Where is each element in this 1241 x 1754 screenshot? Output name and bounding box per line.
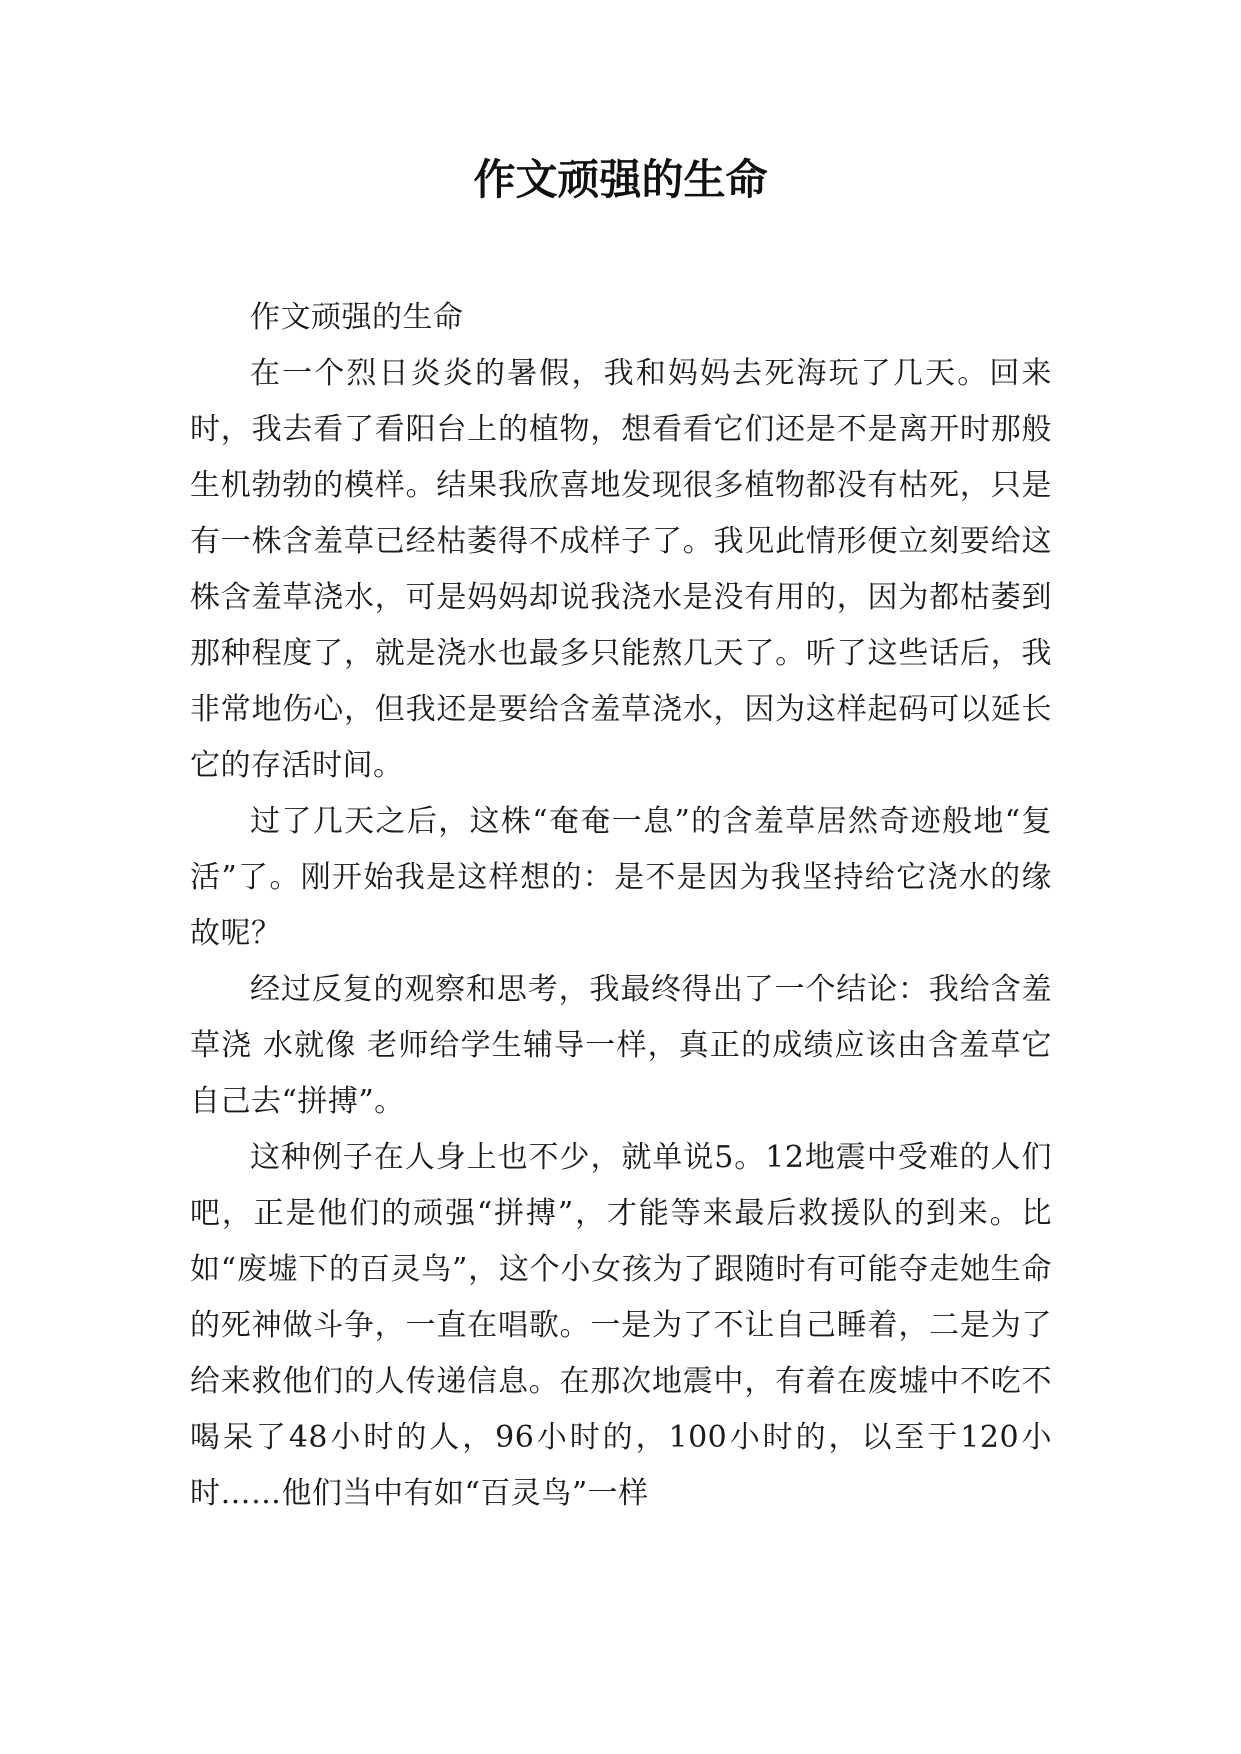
paragraph-subtitle: 作文顽强的生命 xyxy=(250,300,464,335)
paragraph: 经过反复的观察和思考，我最终得出了一个结论：我给含羞草浇 水就像 老师给学生辅导一样，真正的成绩应该由含羞草它自己去“拼搏”。 xyxy=(190,972,1052,1119)
document-body xyxy=(190,290,1052,1522)
paragraph: 在一个烈日炎炎的暑假，我和妈妈去死海玩了几天。回来时，我去看了看阳台上的植物，想看看它们还是不是离开时那般生机勃勃的模样。结果我欣喜地发现很多植物都没有枯死，只是有一株含羞草已经枯萎得不成样子了。我见此情形便立刻要给这株含羞草浇水，可是妈妈却说我浇水是没有用的，因为都枯萎到那种程度了，就是浇水也最多只能熬几天了。听了这些话后，我非常地伤心，但我还是要给含羞草浇水，因为这样起码可以延长它的存活时间。 xyxy=(190,356,1052,783)
paragraph: 这种例子在人身上也不少，就单说5。12地震中受难的人们吧，正是他们的顽强“拼搏”，才能等来最后救援队的到来。比如“废墟下的百灵鸟”，这个小女孩为了跟随时有可能夺走她生命的死神做斗争，一直在唱歌。一是为了不让自己睡着，二是为了给来救他们的人传递信息。在那次地震中，有着在废墟中不吃不喝呆了48小时的人，96小时的，100小时的，以至于120小时……他们当中有如“百灵鸟”一样 xyxy=(190,1140,1052,1511)
document-title: 作文顽强的生命 xyxy=(473,155,768,204)
paragraph: 过了几天之后，这株“奄奄一息”的含羞草居然奇迹般地“复活”了。刚开始我是这样想的：是不是因为我坚持给它浇水的缘故呢？ xyxy=(190,804,1052,951)
